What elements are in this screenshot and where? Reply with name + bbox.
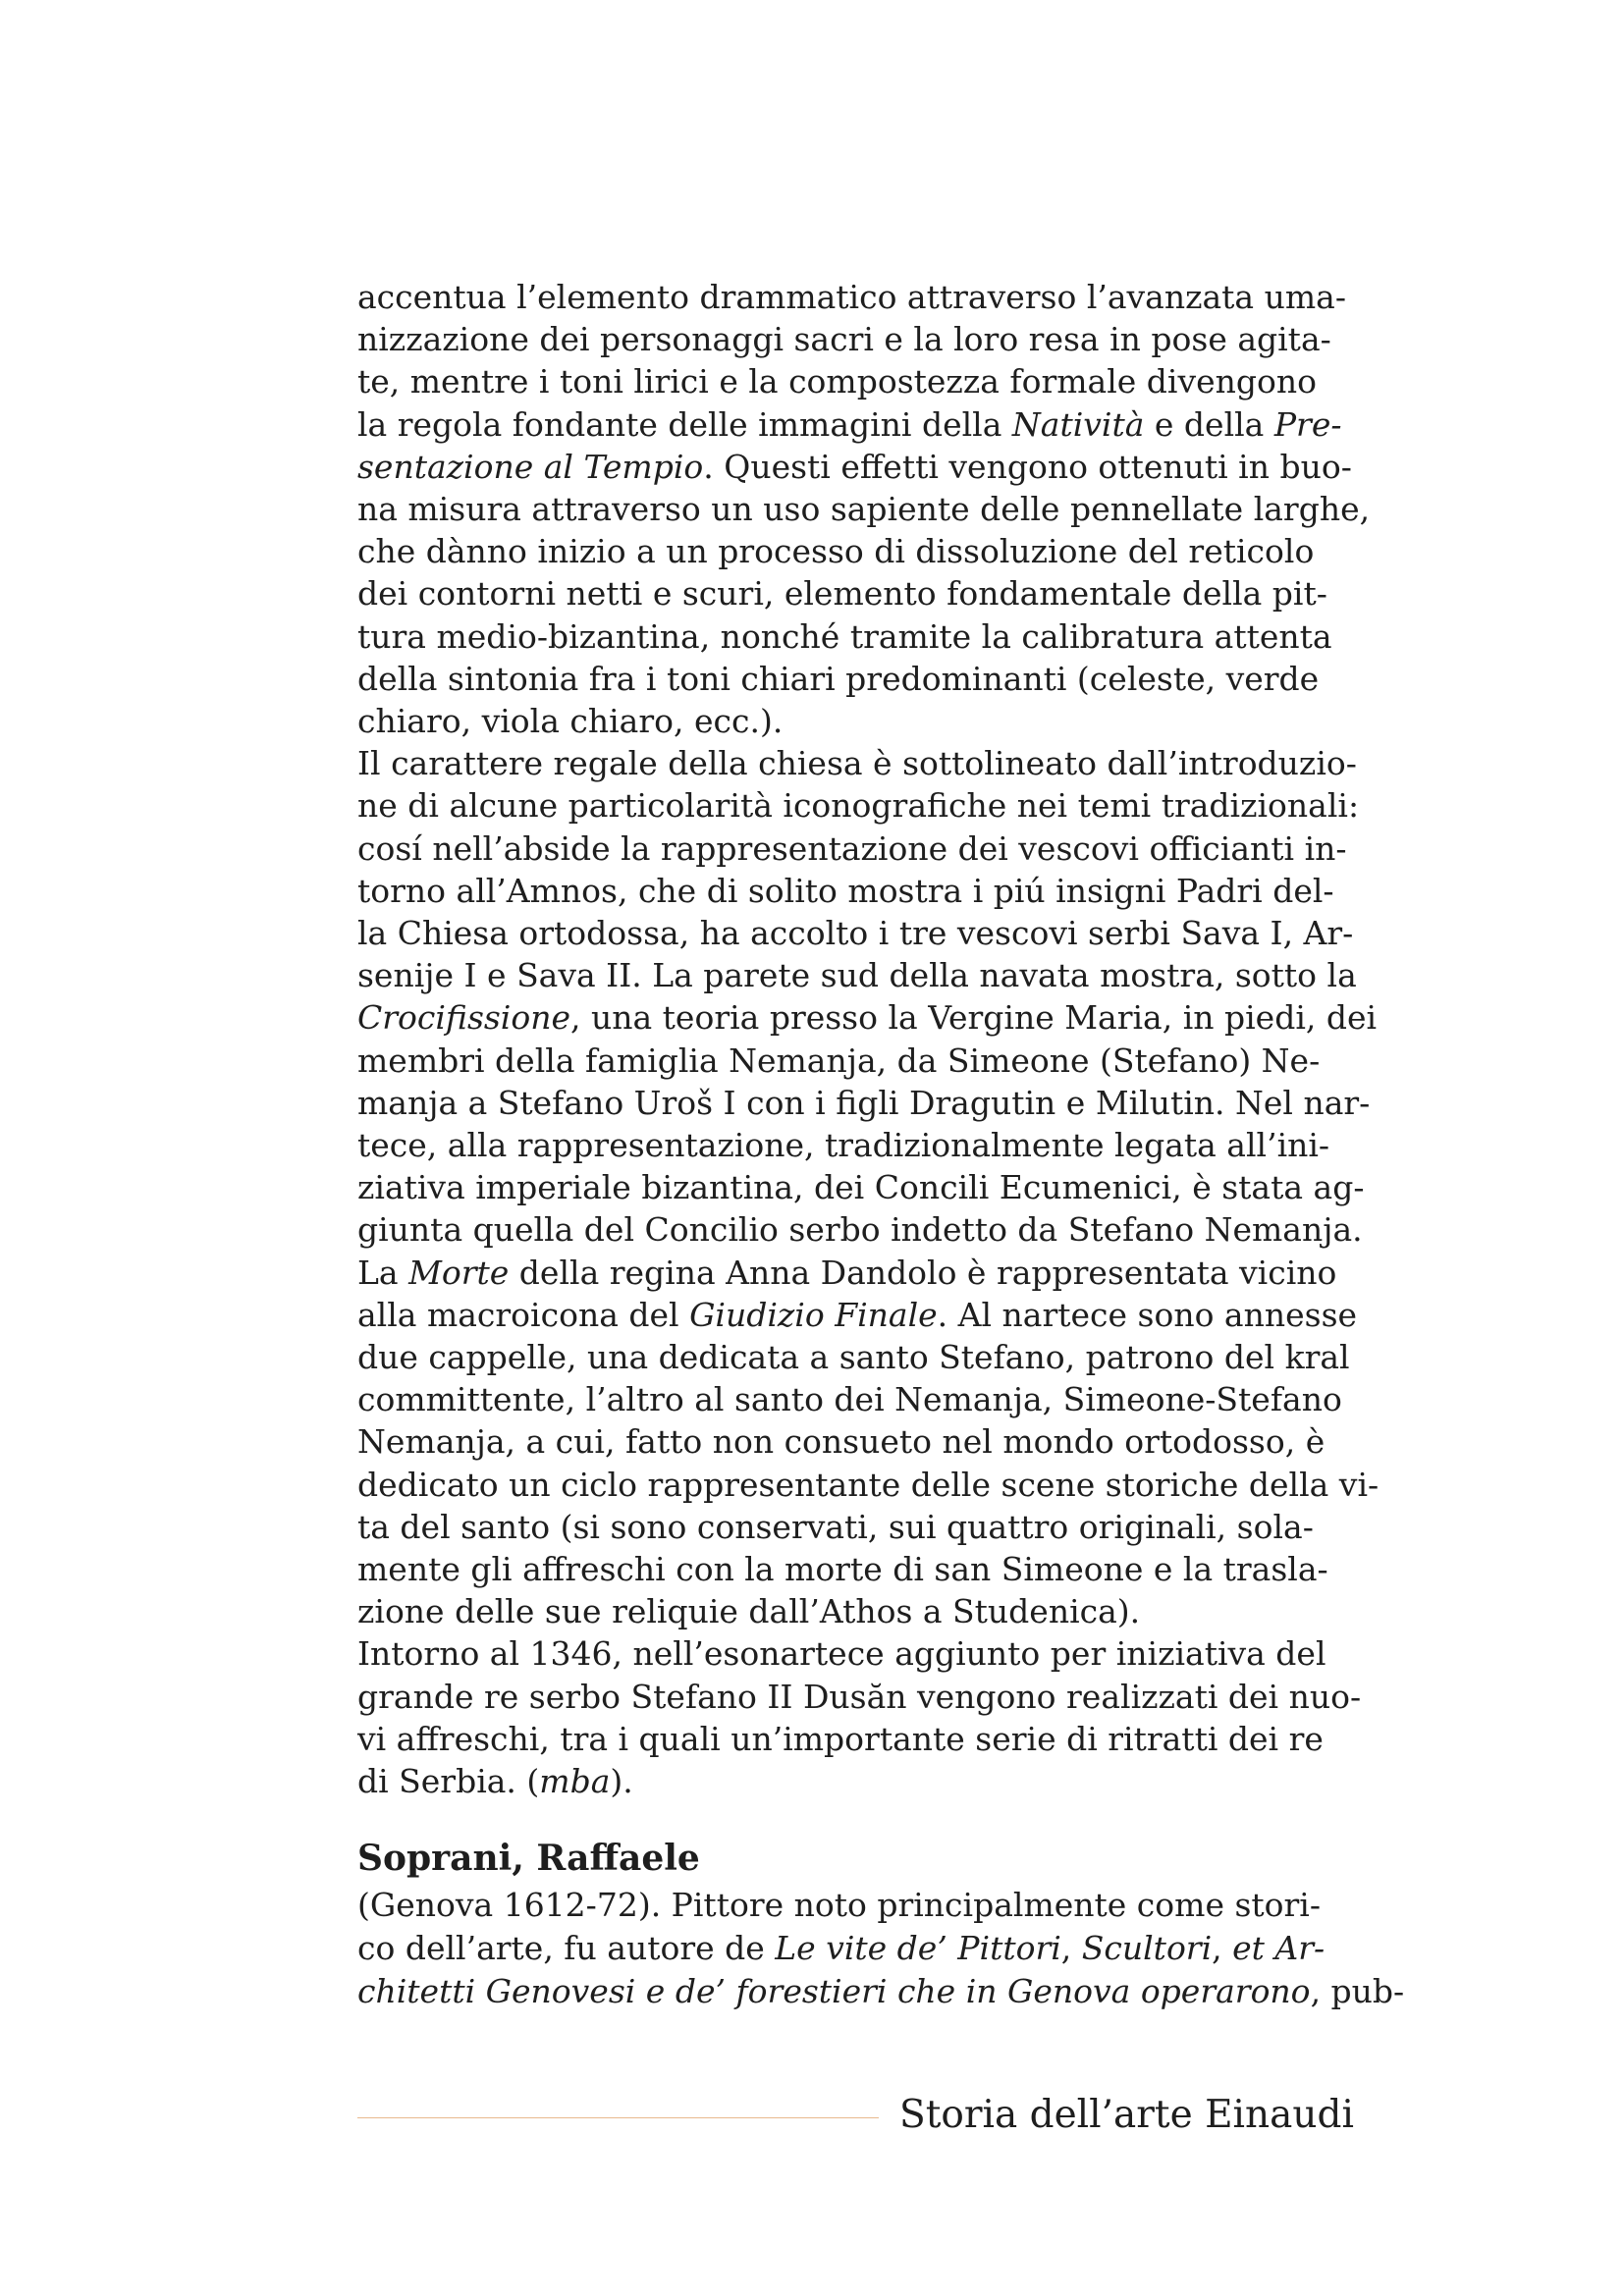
text-line: [357, 489, 1371, 530]
footer-title: Storia dell’arte Einaudi: [899, 2093, 1354, 2137]
text-segment: membri della famiglia Nemanja, da Simeone (Stefano) Ne-: [357, 1041, 1321, 1080]
text-line: [357, 277, 1346, 318]
text-line: [357, 404, 1342, 446]
italic-segment: mba: [539, 1762, 611, 1800]
text-segment: Nemanja, a cui, fatto non consueto nel mondo ortodosso, è: [357, 1422, 1325, 1462]
text-segment: . Questi effetti vengono ottenuti in buo-: [703, 447, 1352, 486]
text-segment: tece, alla rappresentazione, tradizionalmente legata all’ini-: [357, 1126, 1330, 1164]
text-line: [357, 1761, 1311, 1802]
text-segment: tura medio-bizantina, nonché tramite la calibratura attenta: [357, 616, 1332, 656]
footer-rule: [357, 2117, 879, 2118]
text-segment: ).: [610, 1762, 633, 1800]
text-segment: . Al nartece sono annesse: [937, 1295, 1358, 1334]
text-line: [357, 1041, 1321, 1082]
text-line: [357, 701, 1311, 742]
text-segment: co dell’arte, fu autore de: [357, 1929, 776, 1967]
text-line: [357, 955, 1357, 996]
text-line: [357, 1253, 1337, 1294]
text-segment: senije I e Sava II. La parete sud della navata mostra, sotto la: [357, 956, 1357, 995]
text-line: [357, 1125, 1330, 1166]
text-segment: (Genova 1612-72). Pittore noto principalmente come stori-: [357, 1886, 1322, 1924]
text-line: [357, 531, 1315, 572]
text-line: [357, 913, 1354, 954]
text-line: [357, 1591, 1311, 1632]
text-line: [357, 1379, 1342, 1420]
text-line: [357, 1465, 1380, 1506]
text-line: [357, 785, 1360, 827]
text-line: [357, 1507, 1314, 1548]
text-segment: te, mentre i toni lirici e la compostezza formale divengono: [357, 362, 1317, 401]
text-segment: zione delle sue reliquie dall’Athos a Studenica).: [357, 1592, 1141, 1631]
text-segment: manja a Stefano Uroš I con i figli Dragutin e Milutin. Nel nar-: [357, 1083, 1371, 1122]
text-segment: nizzazione dei personaggi sacri e la loro resa in pose agita-: [357, 320, 1331, 359]
text-line: [357, 573, 1327, 614]
text-line: [357, 1719, 1324, 1760]
text-line: [357, 1885, 1322, 1926]
text-line: [357, 1421, 1325, 1463]
italic-segment: chitetti Genovesi e de’ forestieri che in Genova operarono: [357, 1972, 1311, 2010]
italic-segment: Natività: [1011, 404, 1145, 444]
text-segment: la regola fondante delle immagini della: [357, 404, 1012, 444]
text-segment: mente gli affreschi con la morte di san Simeone e la trasla-: [357, 1550, 1328, 1588]
text-line: [357, 1337, 1350, 1378]
text-segment: Intorno al 1346, nell’esonartece aggiunto per iniziativa del: [357, 1634, 1326, 1674]
entry-heading: Soprani, Raffaele: [357, 1838, 700, 1879]
text-segment: , pub-: [1310, 1972, 1405, 2010]
text-line: [357, 743, 1357, 784]
text-line: [357, 1295, 1358, 1336]
text-segment: alla macroicona del: [357, 1295, 690, 1334]
text-segment: ziativa imperiale bizantina, dei Concili Ecumenici, è stata ag-: [357, 1168, 1365, 1207]
text-line: [357, 1549, 1328, 1590]
text-segment: grande re serbo Stefano II Dusăn vengono realizzati dei nuo-: [357, 1677, 1362, 1716]
text-line: [357, 997, 1378, 1039]
text-segment: dei contorni netti e scuri, elemento fondamentale della pit-: [357, 574, 1327, 614]
text-segment: Il carattere regale della chiesa è sottolineato dall’introduzio-: [357, 744, 1357, 783]
text-segment: della sintonia fra i toni chiari predominanti (celeste, verde: [357, 659, 1320, 698]
text-segment: torno all’Amnos, che di solito mostra i piú insigni Padri del-: [357, 871, 1334, 910]
text-line: [357, 319, 1331, 360]
text-segment: , una teoria presso la Vergine Maria, in piedi, dei: [570, 998, 1378, 1038]
italic-segment: Le vite de’ Pittori: [775, 1929, 1061, 1967]
text-line: [357, 447, 1352, 488]
italic-segment: et Ar-: [1232, 1929, 1325, 1967]
text-line: [357, 1633, 1326, 1675]
text-segment: ne di alcune particolarità iconografiche nei temi tradizionali:: [357, 786, 1360, 826]
text-line: [357, 616, 1332, 658]
text-segment: di Serbia. (: [357, 1762, 540, 1800]
text-line: [357, 1209, 1363, 1251]
text-segment: ,: [1060, 1929, 1082, 1967]
italic-segment: Morte: [408, 1253, 510, 1292]
text-line: [357, 1971, 1405, 2012]
text-line: [357, 361, 1317, 402]
text-segment: che dànno inizio a un processo di dissoluzione del reticolo: [357, 532, 1315, 571]
text-segment: committente, l’altro al santo dei Nemanja, Simeone-Stefano: [357, 1380, 1342, 1419]
text-line: [357, 659, 1320, 700]
text-segment: na misura attraverso un uso sapiente delle pennellate larghe,: [357, 490, 1371, 528]
text-line: [357, 1083, 1371, 1124]
text-segment: La: [357, 1253, 409, 1292]
text-segment: e della: [1144, 404, 1274, 444]
text-segment: giunta quella del Concilio serbo indetto da Stefano Nemanja.: [357, 1210, 1363, 1250]
italic-segment: sentazione al Tempio: [357, 447, 704, 486]
text-segment: vi affreschi, tra i quali un’importante serie di ritratti dei re: [357, 1719, 1324, 1758]
text-line: [357, 1677, 1362, 1718]
italic-segment: Pre-: [1273, 404, 1342, 444]
text-segment: dedicato un ciclo rappresentante delle scene storiche della vi-: [357, 1465, 1380, 1504]
text-segment: due cappelle, una dedicata a santo Stefano, patrono del kral: [357, 1338, 1350, 1376]
text-segment: ta del santo (si sono conservati, sui quattro originali, sola-: [357, 1507, 1314, 1546]
text-line: [357, 1928, 1325, 1969]
text-line: [357, 871, 1334, 912]
italic-segment: Scultori: [1081, 1929, 1213, 1967]
italic-segment: Crocifissione: [357, 998, 571, 1038]
italic-segment: Giudizio Finale: [689, 1295, 938, 1334]
text-segment: accentua l’elemento drammatico attraverso l’avanzata uma-: [357, 278, 1346, 316]
text-segment: della regina Anna Dandolo è rappresentata vicino: [509, 1253, 1337, 1292]
text-segment: cosí nell’abside la rappresentazione dei vescovi officianti in-: [357, 828, 1347, 868]
text-segment: la Chiesa ortodossa, ha accolto i tre vescovi serbi Sava I, Ar-: [357, 914, 1354, 952]
text-line: [357, 828, 1347, 870]
text-segment: chiaro, viola chiaro, ecc.).: [357, 702, 784, 740]
text-segment: ,: [1212, 1929, 1233, 1967]
text-line: [357, 1167, 1365, 1208]
